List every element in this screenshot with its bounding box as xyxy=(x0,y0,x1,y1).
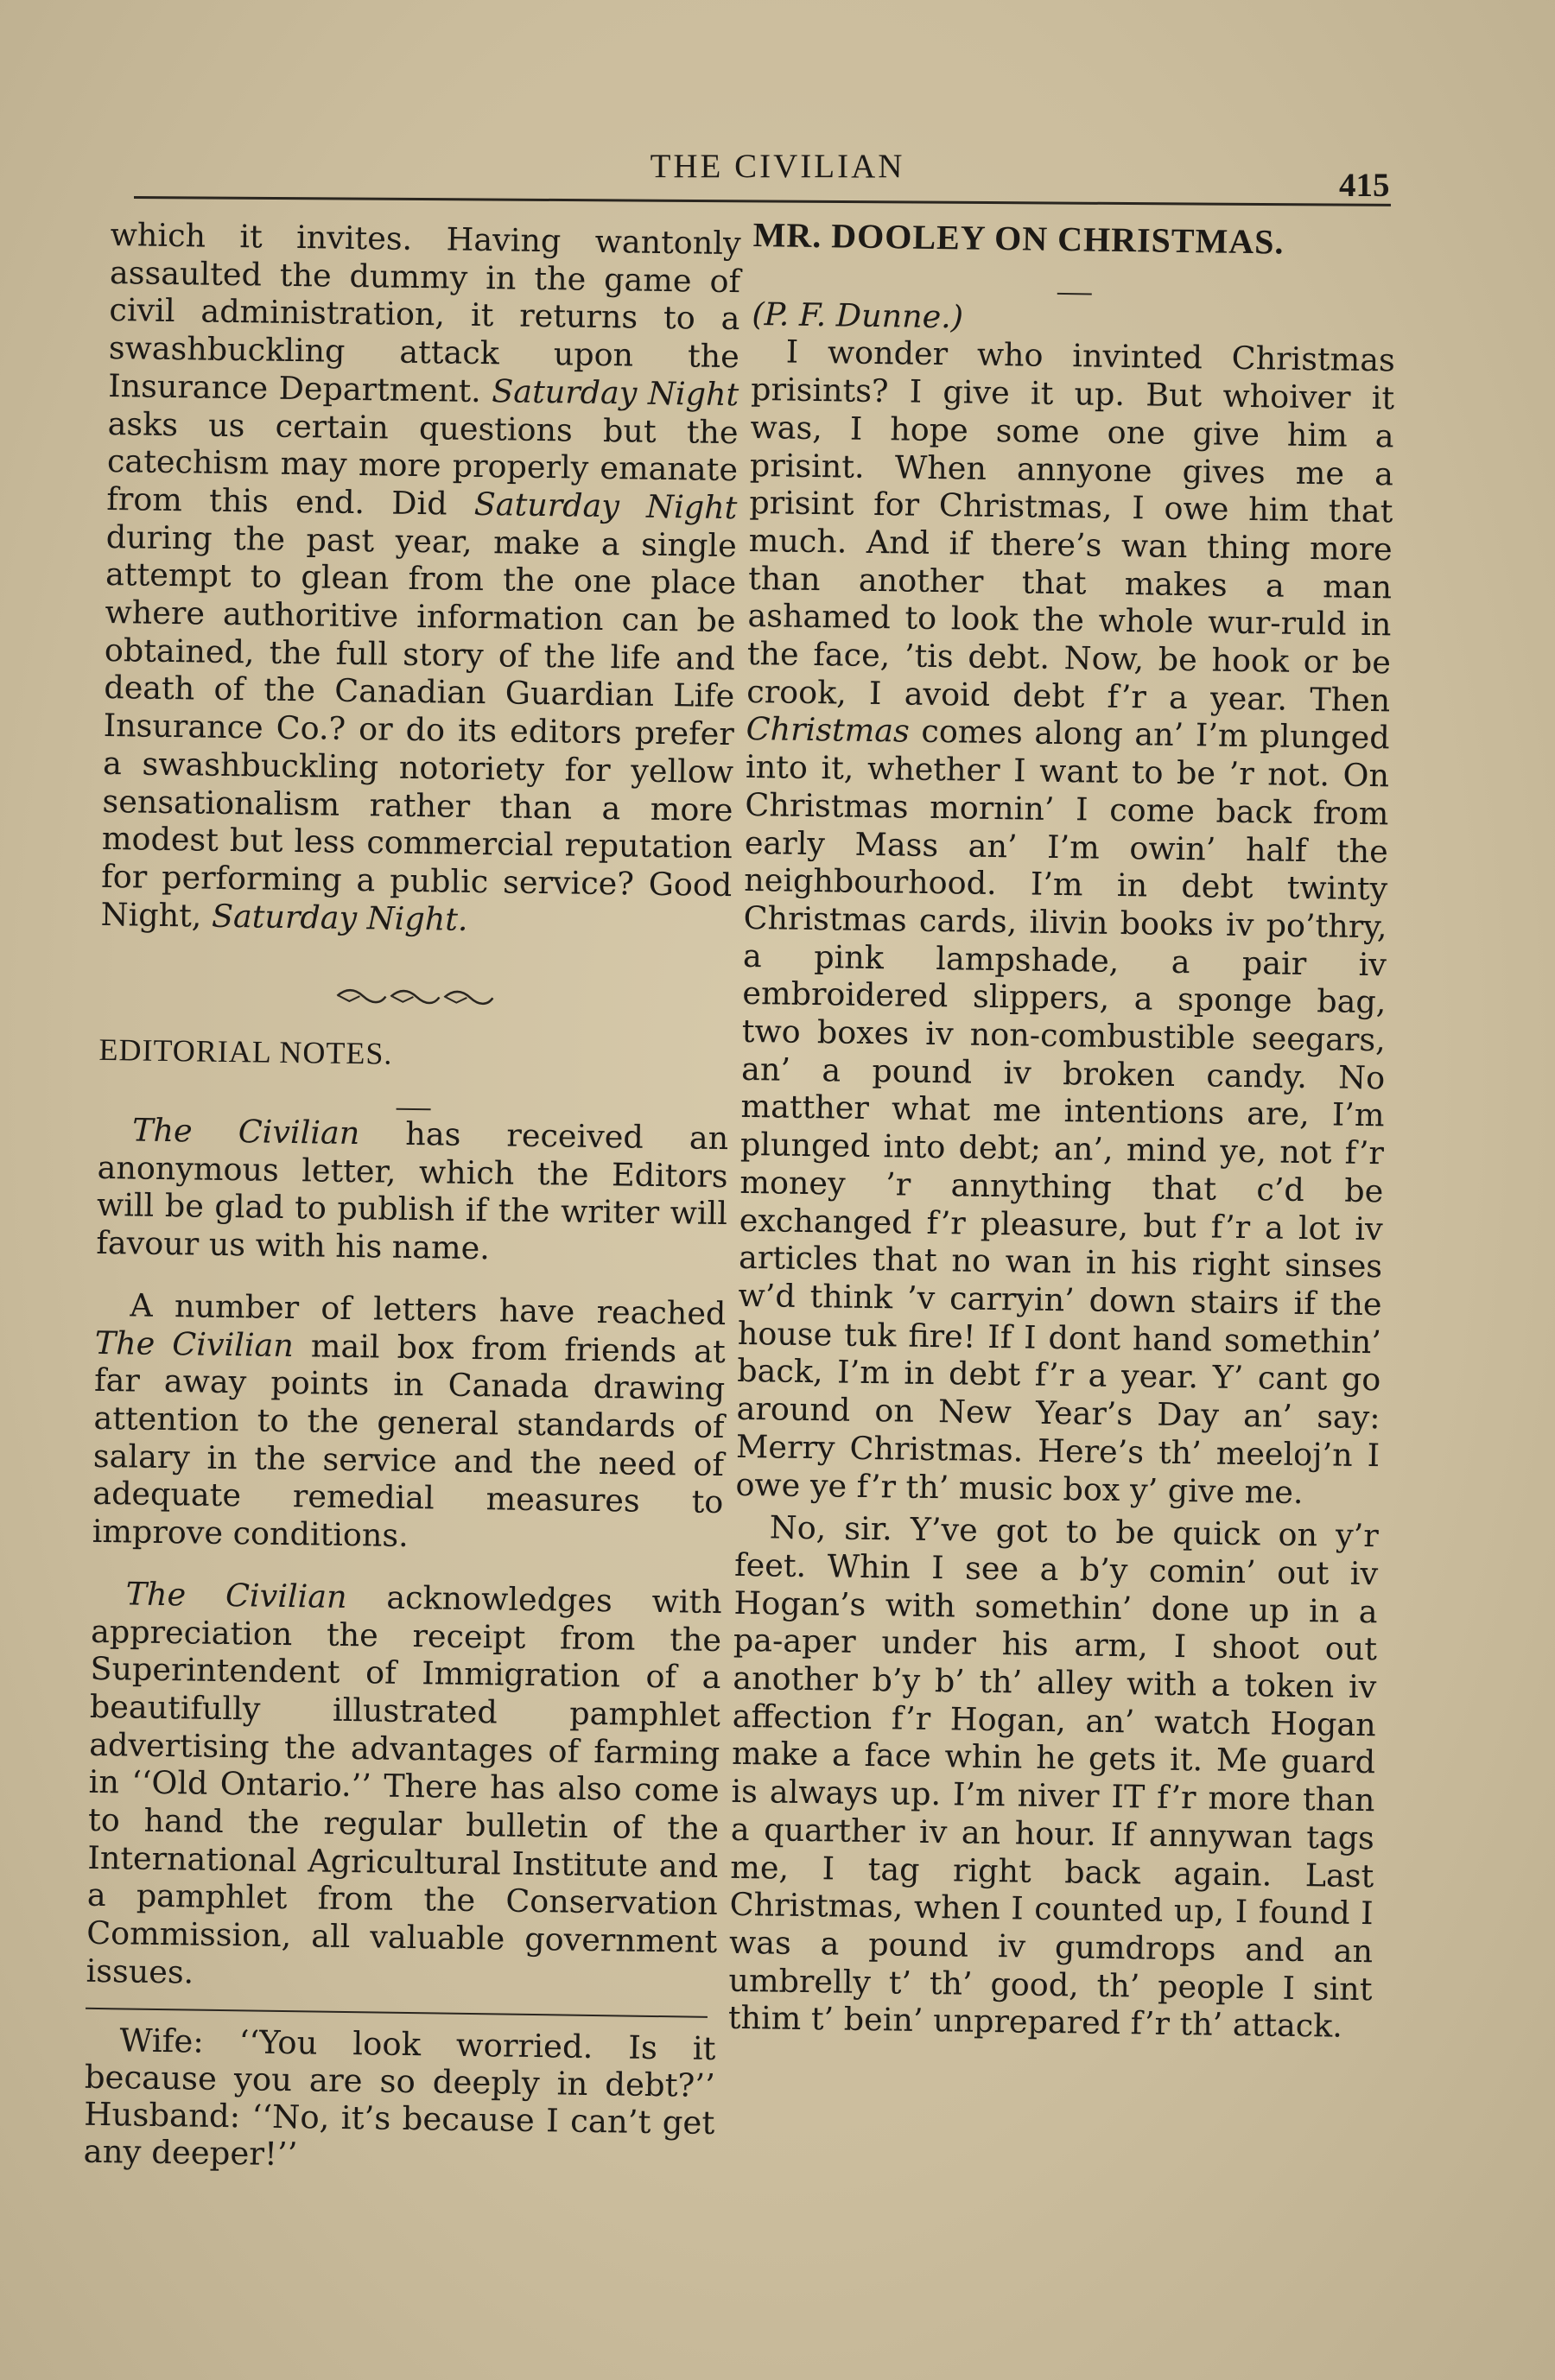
dooley-paragraph-1 xyxy=(735,333,1395,1512)
ornament-icon xyxy=(328,985,501,1010)
heading-dash xyxy=(98,1076,729,1104)
text-run: Saturday Night. xyxy=(211,897,468,938)
text-run: Christmas xyxy=(746,710,911,751)
text-run: acknowledges with appreciation the receipt from the Superintendent of Immigration of a beautifully illustrated pamphlet advertising the advantages of farming in ‘‘Old Ontario.’’ There has also come to hand the regular bulletin of the International Agricultural Institute and a pamphlet from the Conservation Commission, all valuable government issues. xyxy=(86,1577,722,1991)
text-run: during the past year, make a single attempt to glean from the one place where authoritive information can be obtained, the full story of the life and death of the Canadian Guardian Life Insurance Co.? or do its editors prefer a swashbuckling notoriety for yellow sensationalism rather than a more modest but less commercial reputation for performing a public service? Good Night, xyxy=(100,517,738,935)
text-run: comes along an’ I’m plunged into it, whether I want to be ’r not. On Christmas mornin’ I come back from early Mass an’ I’m owin’ half the neighbourhood. I’m in debt twinty Christmas cards, ilivin books iv po’thry, a pink lampshade, a pair iv embroidered slippers, a sponge bag, two boxes iv non-combustible seegars, an’ a pound iv broken candy. No matther what me intentions are, I’m plunged into debt; an’, mind ye, not f’r money ’r annything that c’d be exchanged f’r pleasure, but f’r a lot iv articles that no wan in his right sinses w’d think ’v carryin’ down stairs if the house tuk fire! If I dont hand somethin’ back, I’m in debt f’r a year. Y’ cant go around on New Year’s Day an’ say: Merry Christmas. Here’s th’ meeloj’n I owe ye f’r th’ music box y’ give me. xyxy=(735,713,1390,1511)
editorial-note-letters xyxy=(92,1286,726,1559)
text-run: The Civilian xyxy=(94,1323,295,1364)
right-column xyxy=(728,216,1397,2046)
saturday-night-paragraph xyxy=(100,216,741,942)
left-column xyxy=(83,216,741,2179)
editorial-note-anonymous-letter xyxy=(96,1111,728,1271)
wife-husband-joke xyxy=(83,2021,715,2178)
article-title: MR. DOOLEY ON CHRISTMAS. xyxy=(752,215,1285,262)
page-number: 415 xyxy=(1339,167,1390,204)
text-run: which it invites. Having wantonly assaulted the dummy in the game of civil administration, it returns to a swashbuckling attack upon the Insurance Department. xyxy=(107,216,741,409)
text-run: The Civilian xyxy=(131,1111,360,1152)
article-byline: (P. F. Dunne.) xyxy=(752,295,964,336)
text-run: No, sir. Y’ve got to be quick on y’r feet. Whin I see a b’y comin’ out iv Hogan’s with somethin’ done up in a pa-aper under his arm, I shoot out another b’y b’ th’ alley with a token iv affection f’r Hogan, an’ watch Hogan make a face whin he gets it. Me guard is always up. I’m niver IT f’r more than a quarther iv an hour. If annywan tags me, I tag right back again. Last Christmas, when I counted up, I found I was a pound iv gumdrops and an umbrelly t’ th’ good, th’ people I sint thim t’ bein’ unprepared f’r th’ attack. xyxy=(727,1508,1380,2046)
title-dash xyxy=(752,261,1396,289)
text-run: I wonder who invinted Christmas prisints? I give it up. But whoiver it was, I hope some one give him a prisint. When annyone gives me a prisint for Christmas, I owe him that much. And if there’s wan thing more than another that makes a man ashamed to look the whole wur-ruld in the face, ’tis debt. Now, be hook or be crook, I avoid debt f’r a year. Then xyxy=(746,333,1396,720)
text-run: The Civilian xyxy=(125,1575,347,1615)
text-run: A number of letters have reached xyxy=(130,1286,727,1332)
ornament-divider xyxy=(99,974,730,1009)
text-run: Saturday Night xyxy=(492,371,739,413)
dooley-paragraph-2 xyxy=(728,1508,1379,2046)
text-run: mail box from friends at far away points in Canada drawing attention to the general standards of salary in the service and the need of adequate remedial measures to improve conditions. xyxy=(92,1326,727,1555)
editorial-notes-heading: EDITORIAL NOTES. xyxy=(98,1032,393,1072)
editorial-note-acknowledgement xyxy=(86,1575,722,1999)
running-header: THE CIVILIAN xyxy=(650,148,905,185)
section-rule xyxy=(86,2007,708,2017)
header-rule xyxy=(134,196,1391,206)
text-run: Saturday Night xyxy=(473,485,738,527)
text-run: has received an anonymous letter, which the Editors will be glad to publish if the writer will favour us with his name. xyxy=(96,1114,729,1267)
text-run: Wife: ‘‘You look worried. Is it because you are so deeply in debt?’’ Husband: ‘‘No, it’s because I can’t get any deeper!’’ xyxy=(83,2021,716,2173)
text-run: asks us certain questions but the catechism may more properly emanate from this end. Did xyxy=(106,404,739,523)
